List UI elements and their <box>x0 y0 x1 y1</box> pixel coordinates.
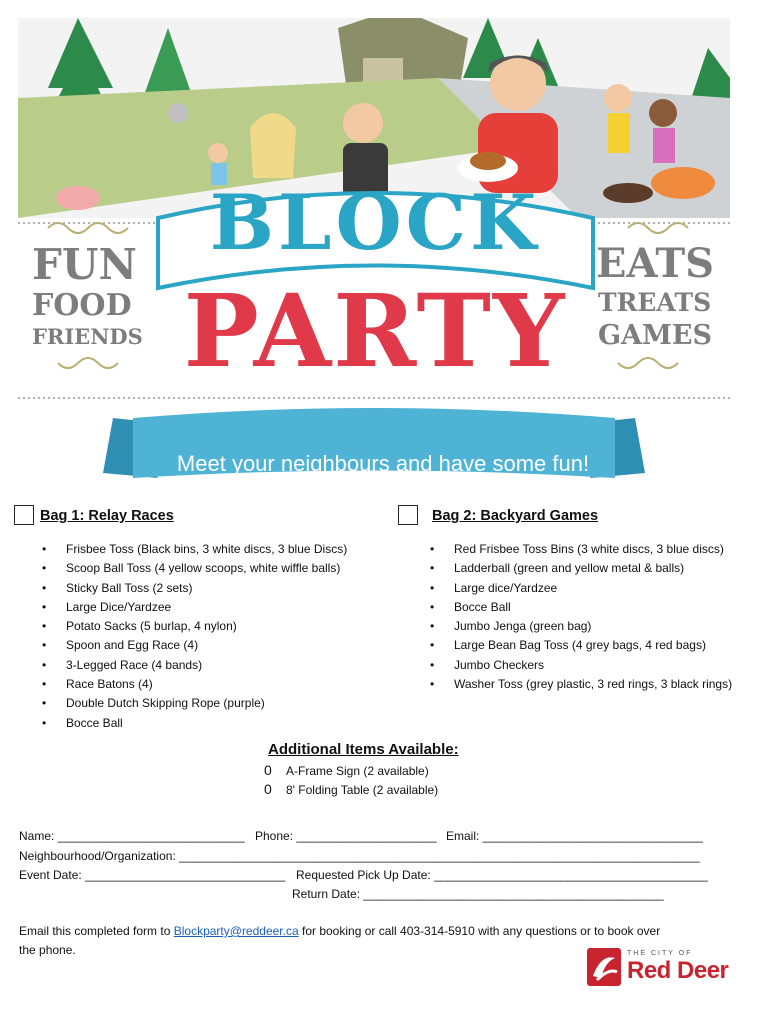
list-item: • Ladderball (green and yellow metal & balls) <box>416 559 732 578</box>
logo-small-text: THE CITY OF <box>627 950 693 957</box>
additional-item-aframe[interactable] <box>264 762 429 778</box>
red-deer-logo-icon <box>587 948 621 986</box>
list-item: • Washer Toss (grey plastic, 3 red rings, 3 black rings) <box>416 675 732 694</box>
aframe-label: A-Frame Sign (2 available) <box>286 764 429 778</box>
bag2-checkbox[interactable] <box>398 505 418 525</box>
left-word-food: FOOD <box>32 288 132 323</box>
party-title: PARTY <box>183 272 567 390</box>
left-word-friends: FRIENDS <box>32 324 143 349</box>
right-word-eats: EATS <box>596 240 714 287</box>
list-item: • Bocce Ball <box>416 598 732 617</box>
email-field[interactable]: Email: _________________________________ <box>446 829 703 843</box>
footer-prefix: Email this completed form to <box>19 924 174 938</box>
aframe-checkmark[interactable]: 0 <box>264 762 272 778</box>
additional-items-title: Additional Items Available: <box>268 741 459 758</box>
banner-text: Meet your neighbours and have some fun! <box>176 451 590 476</box>
right-word-games: GAMES <box>598 320 712 351</box>
bag2-item-list <box>416 540 732 694</box>
list-item: • Large Dice/Yardzee <box>28 598 347 617</box>
blockparty-email-link[interactable]: Blockparty@reddeer.ca <box>173 924 299 938</box>
bag1-title: Bag 1: Relay Races <box>40 508 174 524</box>
table-checkmark[interactable]: 0 <box>264 781 272 797</box>
right-word-treats: TREATS <box>598 288 712 317</box>
bag1-checkbox[interactable] <box>14 505 34 525</box>
name-field[interactable]: Name: ____________________________ <box>19 829 245 843</box>
list-item: • Potato Sacks (5 burlap, 4 nylon) <box>28 617 347 636</box>
list-item: • 3-Legged Race (4 bands) <box>28 656 347 675</box>
bag1-item-list <box>28 540 347 733</box>
list-item: • Race Batons (4) <box>28 675 347 694</box>
list-item: • Red Frisbee Toss Bins (3 white discs, 3 blue discs) <box>416 540 732 559</box>
pickup-date-field[interactable]: Requested Pick Up Date: _________________________________________ <box>296 868 708 882</box>
red-deer-logo <box>587 946 737 988</box>
additional-item-table[interactable] <box>264 781 438 797</box>
list-item: • Frisbee Toss (Black bins, 3 white discs, 3 blue Discs) <box>28 540 347 559</box>
footer-line2: the phone. <box>19 943 76 957</box>
bag2-title: Bag 2: Backyard Games <box>432 508 599 524</box>
list-item: • Jumbo Checkers <box>416 656 732 675</box>
block-title: BLOCK <box>209 178 541 267</box>
list-item: • Spoon and Egg Race (4) <box>28 636 347 655</box>
left-word-fun: FUN <box>32 240 137 289</box>
return-date-field[interactable]: Return Date: _____________________________________________ <box>292 887 664 901</box>
event-date-field[interactable]: Event Date: ______________________________ <box>19 868 286 882</box>
footer-suffix: for booking or call 403-314-5910 with any questions or to book over <box>298 924 661 938</box>
list-item: • Large dice/Yardzee <box>416 579 732 598</box>
list-item: • Double Dutch Skipping Rope (purple) <box>28 694 347 713</box>
table-label: 8' Folding Table (2 available) <box>286 783 439 797</box>
logo-big-text: Red Deer <box>627 957 729 984</box>
list-item: • Large Bean Bag Toss (4 grey bags, 4 red bags) <box>416 636 732 655</box>
phone-field[interactable]: Phone: _____________________ <box>255 829 437 843</box>
list-item: • Jumbo Jenga (green bag) <box>416 617 732 636</box>
organization-field[interactable]: Neighbourhood/Organization: ______________________________________________________________________________ <box>19 849 700 863</box>
list-item: • Scoop Ball Toss (4 yellow scoops, white wiffle balls) <box>28 559 347 578</box>
list-item: • Bocce Ball <box>28 714 347 733</box>
list-item: • Sticky Ball Toss (2 sets) <box>28 579 347 598</box>
